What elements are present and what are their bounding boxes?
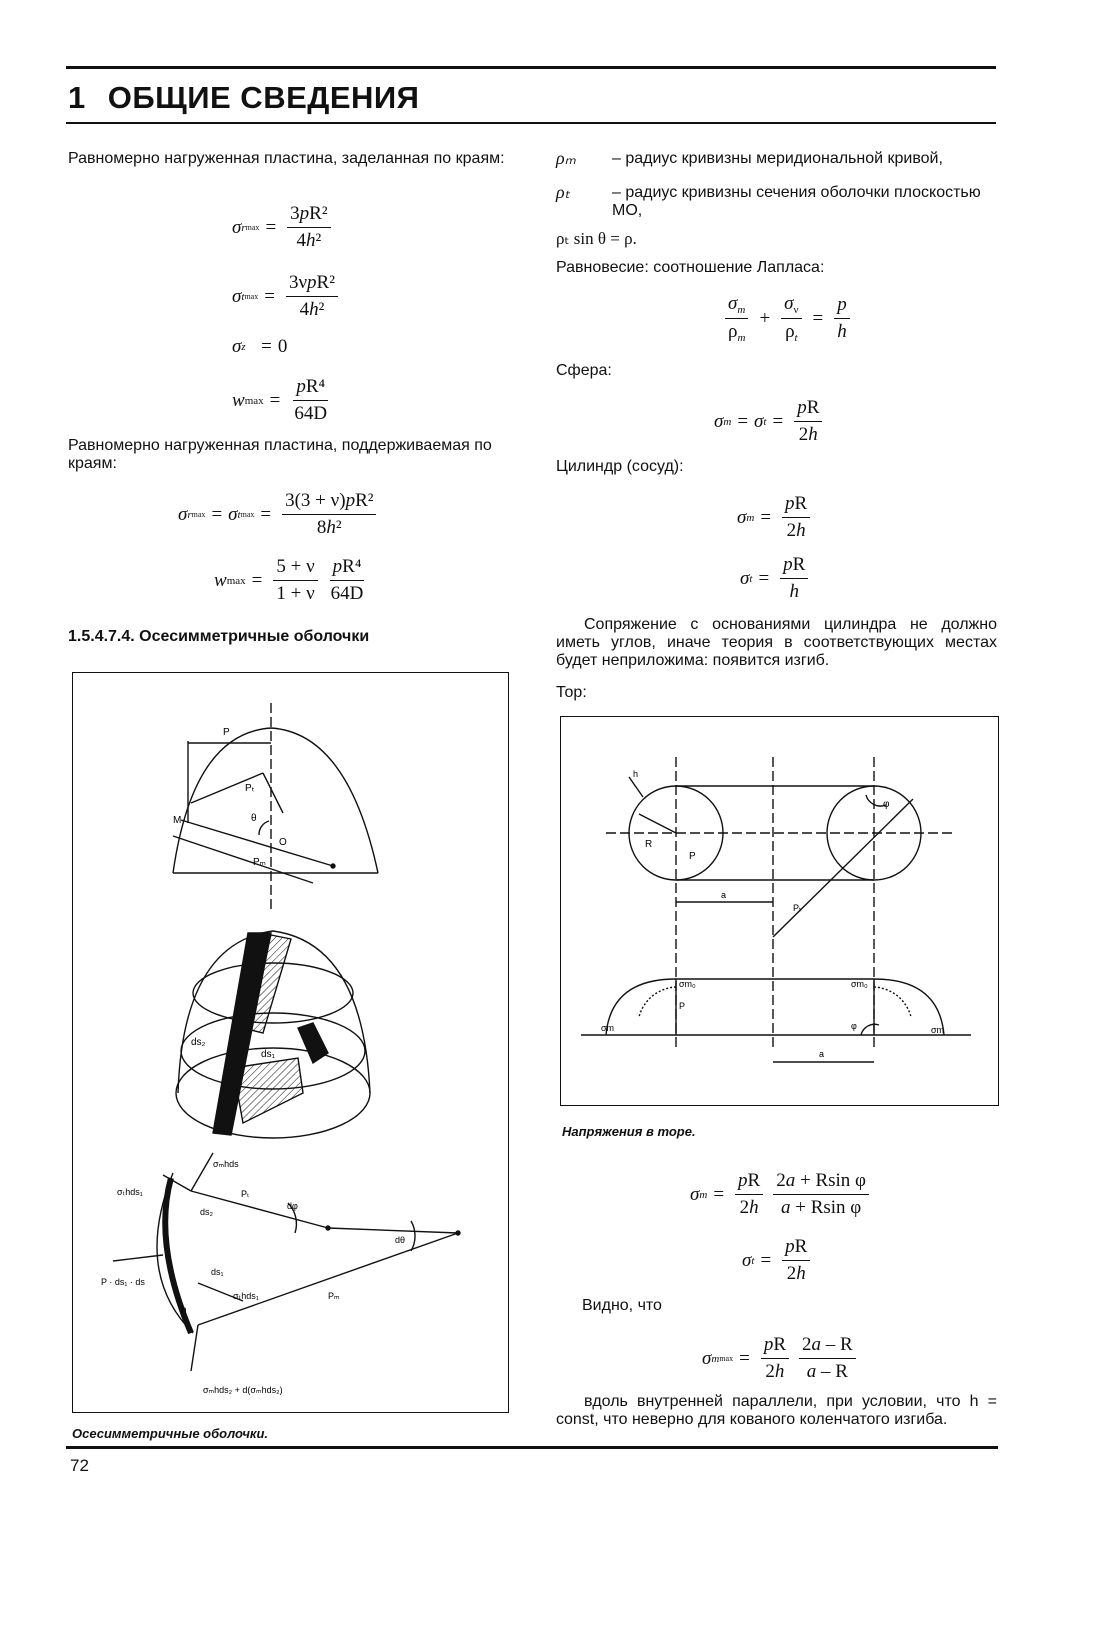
fig1-label-dtheta: dθ: [395, 1235, 406, 1245]
shell-diagram: [73, 673, 510, 1414]
equation-cylinder-t: σ t = $\frac{pR}{h}$: [740, 554, 813, 603]
fig1-label-p: P: [223, 727, 230, 738]
equation-torus-max: σ m max = $\frac{pR}{2h}$ $\frac{2a - R}{a - R}$: [702, 1334, 861, 1383]
fig1-label-ds2: ds₂: [191, 1037, 206, 1048]
figure2-caption: Напряжения в торе.: [562, 1124, 696, 1139]
equilibrium-text: Равновесие: соотношение Лапласа:: [556, 259, 825, 276]
fig1-label-h: h: [181, 1305, 187, 1316]
fig2-label-r: R: [645, 839, 653, 850]
equation-w-max-clamped: w max = $\frac{\text{pR⁴}}{64D}$: [232, 376, 328, 424]
fig2-label-pt: Pₜ: [793, 903, 802, 913]
fig1-label-pt2: Pₜ: [241, 1189, 250, 1199]
equation-cylinder-m: σ m = $\frac{pR}{2h}$: [737, 493, 815, 542]
final-paragraph: вдоль внутренней параллели, при условии, что h = const, что неверно для кованого коленчатого изгиба.: [556, 1393, 997, 1428]
fig1-label-sm-hds: σₘhds: [213, 1159, 239, 1169]
fig1-label-bottom: σₘhds₂ + d(σₘhds₂): [203, 1385, 283, 1395]
fig2-label-sm-left: σm: [601, 1023, 615, 1033]
fig2-label-p2: P: [679, 1001, 686, 1011]
figure1-caption: Осесимметричные оболочки.: [72, 1426, 269, 1441]
paragraph-clamped-plate: Равномерно нагруженная пластина, заделанная по краям:: [68, 150, 505, 167]
header-rule: [66, 122, 996, 124]
equation-w-max-supported: w max = $\frac{5 + \nu}{1 + \nu}$ $\frac{\text{pR⁴}}{64D}$: [214, 556, 364, 604]
fig1-label-pt: Pₜ: [245, 783, 255, 794]
chapter-title-text: ОБЩИЕ СВЕДЕНИЯ: [107, 80, 420, 115]
equation-sphere: σ m = σ t = $\frac{pR}{2h}$: [714, 397, 827, 446]
paragraph-supported-plate: Равномерно нагруженная пластина, поддерживаемая по краям:: [68, 437, 492, 472]
equation-sigma-t-max-clamped: σ t max = $\frac{\text{3νpR²}}{\text{4h²}}$: [232, 272, 343, 321]
fig2-label-a: a: [721, 890, 727, 900]
def-rho-t-symbol: ρₜ: [556, 182, 570, 202]
equation-sigma-z: σ z = 0: [232, 336, 288, 357]
fig1-label-pressure: P · ds₁ · ds: [101, 1277, 145, 1287]
fig1-label-ds2b: ds₂: [200, 1207, 213, 1217]
fig1-label-ds1: ds₁: [261, 1049, 275, 1060]
fig1-label-pm: Pₘ: [253, 857, 266, 868]
torus-diagram: [561, 717, 1000, 1107]
fig1-label-ds1b: ds₁: [211, 1267, 224, 1277]
equation-sigma-supported: σ r max = σ t max = $\frac{\text{3(3 + ν)pR²}}{\text{8h²}}$: [178, 490, 381, 539]
fig2-label-h: h: [633, 769, 639, 779]
top-rule: [66, 66, 996, 69]
page-number: 72: [70, 1456, 89, 1475]
fig1-label-pm2: Pₘ: [328, 1291, 340, 1301]
equation-torus-t: σ t = $\frac{pR}{2h}$: [742, 1236, 815, 1285]
conjunction-paragraph: Сопряжение с основаниями цилиндра не должно иметь углов, иначе теория в соответствующих местах будет неприложима: появится изгиб.: [556, 616, 997, 669]
fig2-label-sm0-right: σm₀: [851, 979, 868, 989]
fig2-label-phi: φ: [883, 799, 890, 810]
sphere-label: Сфера:: [556, 362, 612, 379]
def-rho-m-text: – радиус кривизны меридиональной кривой,: [612, 150, 943, 167]
def-rho-m-symbol: ρₘ: [556, 148, 576, 168]
fig2-label-sm-right: σm: [931, 1025, 945, 1035]
def-rho-t-text: – радиус кривизны сечения оболочки плоскостью МО,: [612, 184, 981, 219]
chapter-title: [68, 80, 419, 116]
fig1-label-st-hds1-b: σₜhds₁: [233, 1291, 259, 1301]
footer-rule: [66, 1446, 998, 1449]
equation-laplace: $\frac{\sigma_m}{\rho_m}$ + $\frac{\sigma_\nu}{\rho_t}$ = $\frac{p}{h}$: [720, 293, 855, 344]
seen-text: Видно, что: [582, 1297, 662, 1314]
fig1-label-m: M: [173, 815, 182, 826]
fig1-label-o: O: [279, 837, 287, 848]
fig1-label-st-hds1: σₜhds₁: [117, 1187, 143, 1197]
fig2-label-p: P: [689, 851, 696, 862]
fig2-label-a2: a: [819, 1049, 825, 1059]
torus-label: Тор:: [556, 684, 587, 701]
fig1-label-dphi: dφ: [287, 1201, 298, 1211]
cylinder-label: Цилиндр (сосуд):: [556, 458, 684, 475]
section-heading: 1.5.4.7.4. Осесимметричные оболочки: [68, 628, 370, 645]
fig2-label-sm0-left: σm₀: [679, 979, 696, 989]
equation-sigma-r-max-clamped: σ r max = $\frac{\text{3pR²}}{\text{4h²}}$: [232, 203, 336, 252]
relation-text: ρₜ sin θ = ρ.: [556, 229, 637, 248]
figure-axisymmetric-shells: [72, 672, 509, 1413]
fig2-label-phi2: φ: [851, 1021, 857, 1031]
chapter-number: 1: [68, 80, 86, 115]
fig1-label-theta: θ: [251, 813, 257, 824]
figure-torus-stresses: [560, 716, 999, 1106]
equation-torus-m: σ m = $\frac{pR}{2h}$ $\frac{\text{2a + Rsin φ}}{\text{a + Rsin φ}}$: [690, 1170, 874, 1219]
